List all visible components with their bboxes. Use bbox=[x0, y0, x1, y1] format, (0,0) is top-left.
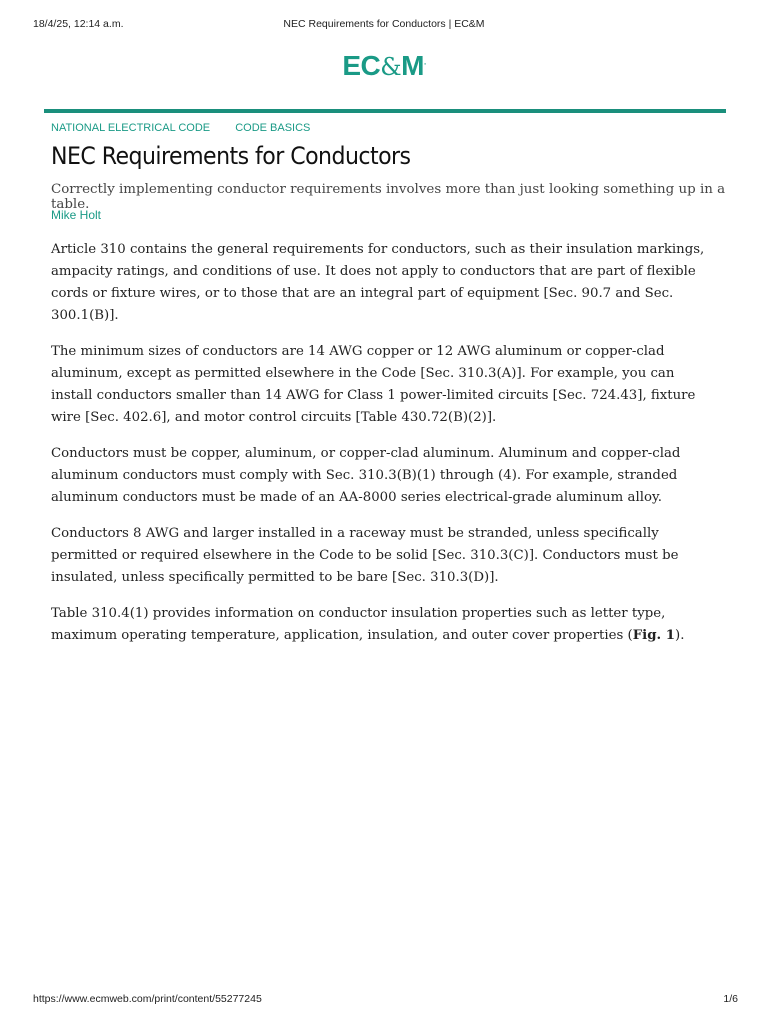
ecm-logo[interactable] bbox=[0, 50, 768, 82]
article-subtitle: Correctly implementing conductor requirements involves more than just looking something up in a table. bbox=[51, 182, 726, 212]
logo-text-left: EC bbox=[342, 50, 381, 81]
category-national-electrical-code[interactable]: NATIONAL ELECTRICAL CODE bbox=[51, 122, 211, 134]
logo-text-amp: & bbox=[380, 53, 402, 81]
print-url: https://www.ecmweb.com/print/content/55277245 bbox=[33, 993, 262, 1005]
article-body bbox=[51, 239, 719, 661]
paragraph: The minimum sizes of conductors are 14 AWG copper or 12 AWG aluminum or copper-clad aluminum, except as permitted elsewhere in the Code [Sec. 310.3(A)]. For example, you can install conductors smaller than 14 AWG for Class 1 power-limited circuits [Sec. 724.43], fixture wire [Sec. 402.6], and motor control circuits [Table 430.72(B)(2)]. bbox=[51, 344, 696, 425]
category-code-basics[interactable]: CODE BASICS bbox=[235, 122, 311, 134]
print-date: 18/4/25, 12:14 a.m. bbox=[33, 18, 124, 30]
paragraph-text: Table 310.4(1) provides information on conductor insulation properties such as letter type, maximum operating temperature, application, insulation, and outer cover properties ( bbox=[51, 606, 666, 643]
paragraph: Conductors must be copper, aluminum, or copper-clad aluminum. Aluminum and copper-clad aluminum conductors must comply with Sec. 310.3(B)(1) through (4). For example, stranded aluminum conductors must be made of an AA-8000 series electrical-grade aluminum alloy. bbox=[51, 446, 681, 505]
category-links bbox=[51, 122, 332, 134]
logo-text-right: M bbox=[401, 50, 424, 81]
article-title: NEC Requirements for Conductors bbox=[51, 142, 411, 170]
header-divider bbox=[44, 109, 726, 113]
figure-reference: Fig. 1 bbox=[632, 628, 676, 643]
paragraph-text-end: ). bbox=[675, 628, 685, 643]
paragraph: Conductors 8 AWG and larger installed in a raceway must be stranded, unless specifically permitted or required elsewhere in the Code to be solid [Sec. 310.3(C)]. Conductors must be insulated, unless specifically permitted to be bare [Sec. 310.3(D)]. bbox=[51, 526, 679, 585]
logo-dot: . bbox=[423, 57, 426, 67]
page-number: 1/6 bbox=[723, 993, 738, 1005]
paragraph-fig-reference bbox=[51, 603, 719, 647]
article-author[interactable]: Mike Holt bbox=[51, 208, 102, 222]
paragraph: Article 310 contains the general requirements for conductors, such as their insulation markings, ampacity ratings, and conditions of use. It does not apply to conductors that are part of flexible cords or fixture wires, or to those that are an integral part of equipment [Sec. 90.7 and Sec. 300.1(B)]. bbox=[51, 242, 705, 323]
print-doc-title: NEC Requirements for Conductors | EC&M bbox=[283, 18, 485, 30]
